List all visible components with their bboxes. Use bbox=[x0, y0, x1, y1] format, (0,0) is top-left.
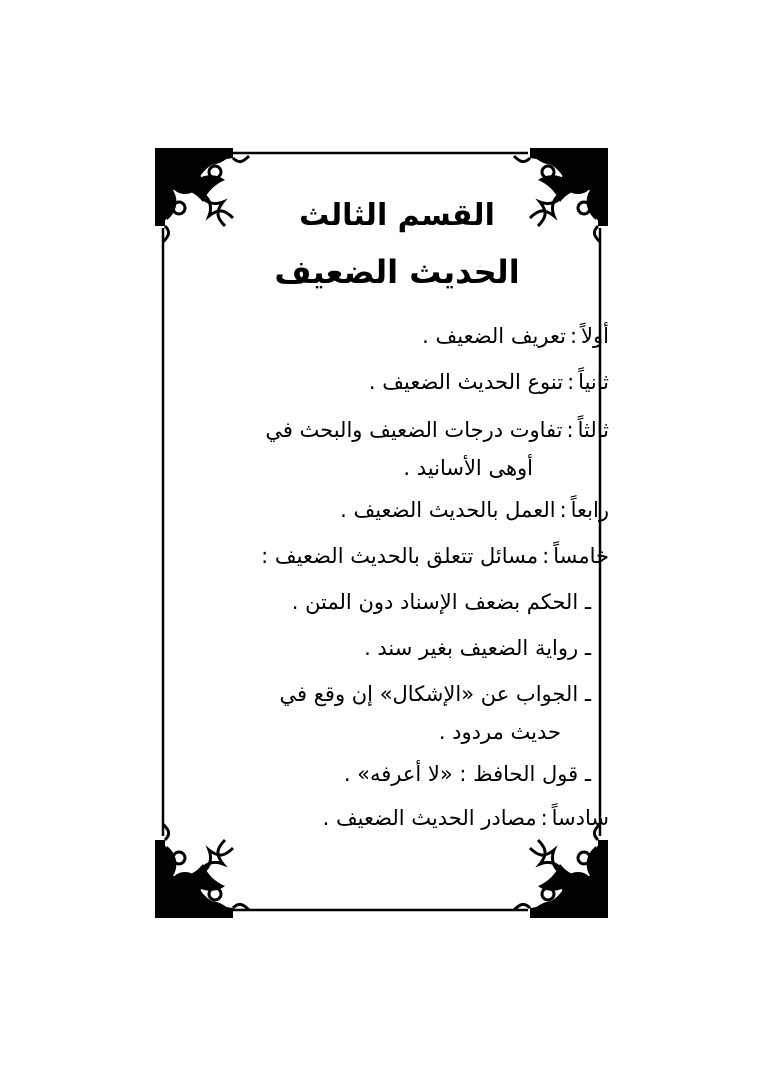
item-label: رابعاً bbox=[570, 498, 609, 522]
sub-item-continuation: حديث مردود . bbox=[438, 720, 561, 744]
section-title: القسم الثالث bbox=[299, 198, 495, 233]
list-item bbox=[185, 320, 609, 352]
list-item bbox=[185, 366, 609, 398]
item-label: أولاً bbox=[581, 324, 609, 348]
item-separator: : bbox=[540, 806, 548, 830]
item-label: ثانياً bbox=[578, 370, 609, 394]
item-separator: : bbox=[542, 544, 550, 568]
item-label: خامساً bbox=[553, 544, 609, 568]
sub-list-item: ـ الحكم بضعف الإسناد دون المتن . bbox=[291, 590, 591, 614]
item-continuation: أوهى الأسانيد . bbox=[403, 456, 533, 480]
list-item bbox=[185, 802, 609, 834]
item-separator: : bbox=[569, 324, 578, 348]
list-item bbox=[185, 414, 609, 446]
item-text: العمل بالحديث الضعيف . bbox=[340, 498, 556, 522]
item-label: ثالثاً bbox=[577, 418, 609, 442]
item-separator: : bbox=[559, 498, 567, 522]
item-separator: : bbox=[566, 418, 574, 442]
item-separator: : bbox=[567, 370, 575, 394]
corner-ornament-bottom-left bbox=[155, 824, 249, 918]
item-text: تفاوت درجات الضعيف والبحث في bbox=[265, 418, 563, 442]
sub-list-item: ـ قول الحافظ : «لا أعرفه» . bbox=[343, 762, 591, 786]
item-label: سادساً bbox=[551, 806, 609, 830]
item-text: مصادر الحديث الضعيف . bbox=[322, 806, 537, 830]
section-subtitle: الحديث الضعيف bbox=[274, 253, 520, 291]
item-text: مسائل تتعلق بالحديث الضعيف : bbox=[261, 544, 539, 568]
list-item bbox=[185, 540, 609, 572]
item-text: تنوع الحديث الضعيف . bbox=[368, 370, 564, 394]
sub-list-item: ـ الجواب عن «الإشكال» إن وقع في bbox=[279, 682, 591, 706]
corner-ornament-bottom-right bbox=[514, 824, 608, 918]
item-text: تعريف الضعيف . bbox=[422, 324, 566, 348]
sub-list-item: ـ رواية الضعيف بغير سند . bbox=[364, 636, 591, 660]
list-item bbox=[185, 494, 609, 526]
